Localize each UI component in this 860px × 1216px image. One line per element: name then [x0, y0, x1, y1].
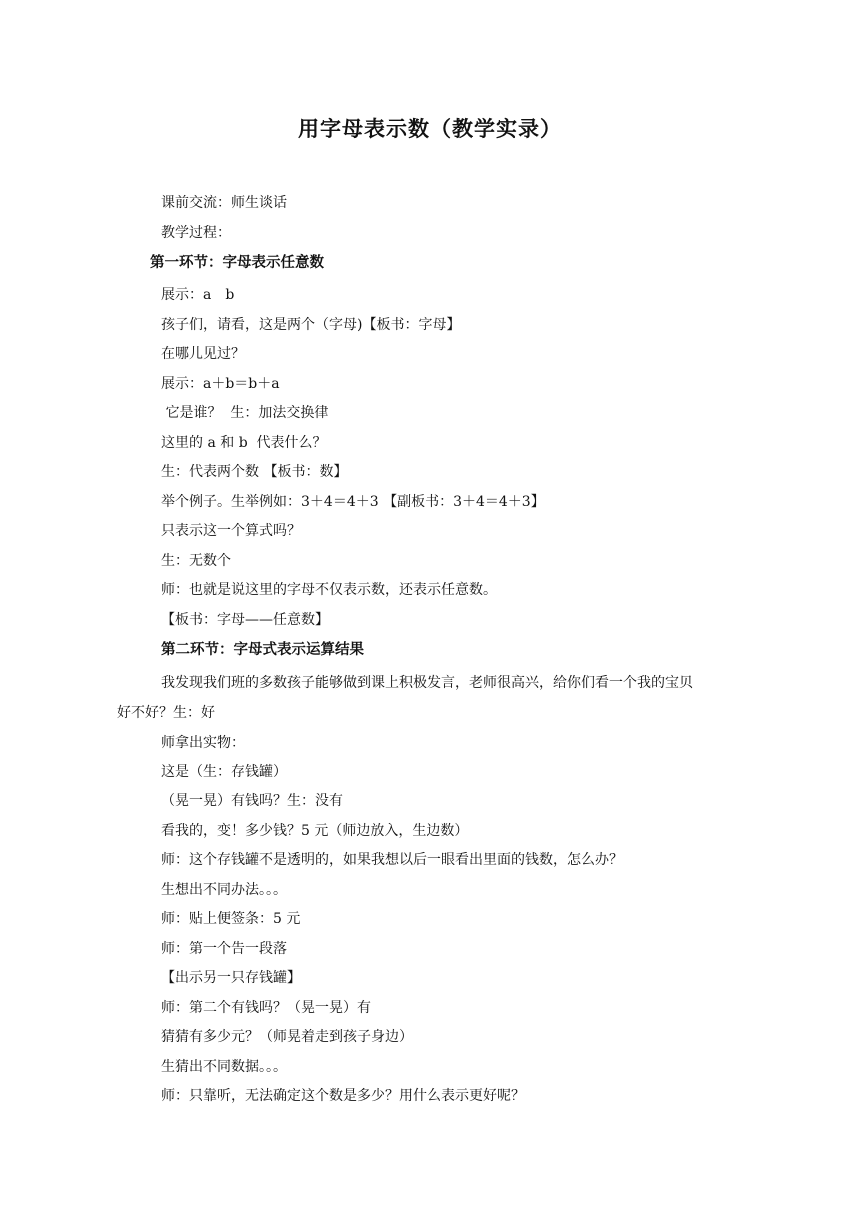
text-line: 它是谁？ 生：加法交换律: [161, 405, 329, 421]
text-line: 猜猜有多少元？（师晃着走到孩子身边）: [161, 1029, 413, 1045]
text-line: 课前交流：师生谈话: [161, 195, 287, 211]
text-line: 我发现我们班的多数孩子能够做到课上积极发言，老师很高兴，给你们看一个我的宝贝: [161, 675, 693, 691]
text-line: 只表示这一个算式吗？: [161, 523, 301, 539]
text-line: 生想出不同办法。。。: [161, 882, 287, 898]
text-line: 孩子们，请看，这是两个（字母)【板书：字母】: [161, 317, 461, 333]
section-heading: 第一环节：字母表示任意数: [150, 254, 324, 271]
text-line: 师：第二个有钱吗？（晃一晃）有: [161, 1000, 371, 1016]
text-line: 在哪儿见过？: [161, 346, 245, 362]
text-line: 师：贴上便签条：5 元: [161, 911, 301, 927]
text-line: 好不好？生：好: [117, 705, 215, 721]
text-line: 展示：a＋b＝b＋a: [161, 376, 280, 392]
text-line: 师：只靠听，无法确定这个数是多少？用什么表示更好呢？: [161, 1088, 525, 1104]
text-line: 师：第一个告一段落: [161, 941, 287, 957]
text-line: 教学过程：: [161, 225, 231, 241]
text-line: 生：无数个: [161, 553, 231, 569]
text-line: 这是（生：存钱罐）: [161, 764, 287, 780]
text-line: 看我的，变！多少钱？5 元（师边放入，生边数）: [161, 823, 469, 839]
text-line: 生猜出不同数据。。。: [161, 1059, 287, 1075]
text-line: 师：也就是说这里的字母不仅表示数，还表示任意数。: [161, 582, 497, 598]
text-line: 【出示另一只存钱罐】: [161, 970, 301, 986]
text-line: 生：代表两个数 【板书：数】: [161, 464, 348, 480]
section-heading: 第二环节：字母式表示运算结果: [161, 641, 364, 658]
text-line: 师：这个存钱罐不是透明的，如果我想以后一眼看出里面的钱数，怎么办？: [161, 852, 623, 868]
text-line: 展示：a b: [161, 287, 235, 303]
text-line: 这里的 a 和 b 代表什么？: [161, 435, 327, 451]
text-line: 师拿出实物：: [161, 735, 245, 751]
document-title: 用字母表示数（教学实录）: [298, 116, 562, 141]
text-line: 【板书：字母——任意数】: [161, 612, 329, 628]
text-line: （晃一晃）有钱吗？生：没有: [161, 793, 343, 809]
text-line: 举个例子。生举例如：3＋4＝4＋3 【副板书：3＋4＝4＋3】: [161, 494, 545, 510]
